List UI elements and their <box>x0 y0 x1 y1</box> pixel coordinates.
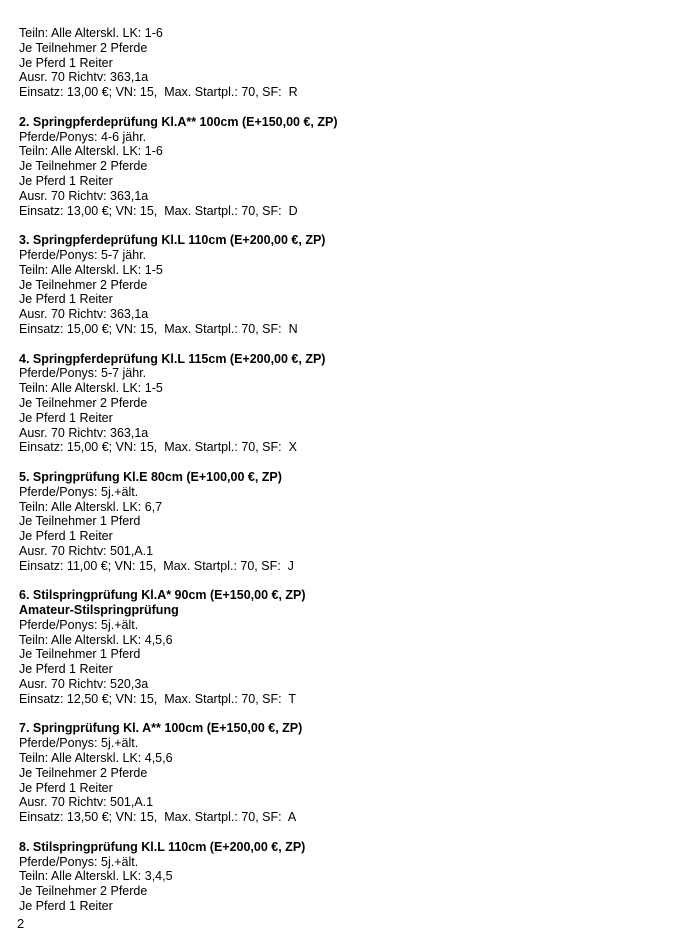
competition-detail-line: Teiln: Alle Alterskl. LK: 1-5 <box>19 381 163 396</box>
competition-detail-line: Teiln: Alle Alterskl. LK: 3,4,5 <box>19 869 173 884</box>
competition-title: 4. Springpferdeprüfung Kl.L 115cm (E+200,00 €, ZP) <box>19 351 326 366</box>
competition-detail-line: Einsatz: 12,50 €; VN: 15, Max. Startpl.: 70, SF: T <box>19 691 296 706</box>
competition-detail-line: Je Pferd 1 Reiter <box>19 662 113 677</box>
competition-detail-line: Je Teilnehmer 1 Pferd <box>19 647 141 662</box>
competition-detail-line: Teiln: Alle Alterskl. LK: 4,5,6 <box>19 751 173 766</box>
competition-detail-line: Ausr. 70 Richtv: 363,1a <box>19 307 149 322</box>
competition-detail-line: Je Teilnehmer 1 Pferd <box>19 514 141 529</box>
competition-detail-line: Je Pferd 1 Reiter <box>19 173 113 188</box>
competition-detail-line: Je Teilnehmer 2 Pferde <box>19 395 148 410</box>
competition-detail-line: Ausr. 70 Richtv: 501,A.1 <box>19 795 154 810</box>
competition-detail-line: Pferde/Ponys: 4-6 jähr. <box>19 129 147 144</box>
competition-detail-line: Je Pferd 1 Reiter <box>19 292 113 307</box>
competition-detail-line: Pferde/Ponys: 5j.+ält. <box>19 854 139 869</box>
competition-detail-line: Einsatz: 11,00 €; VN: 15, Max. Startpl.: 70, SF: J <box>19 558 294 573</box>
competition-detail-line: Pferde/Ponys: 5-7 jähr. <box>19 366 147 381</box>
competition-detail-line: Ausr. 70 Richtv: 501,A.1 <box>19 543 154 558</box>
competition-detail-line: Je Pferd 1 Reiter <box>19 529 113 544</box>
competition-detail-line: Einsatz: 15,00 €; VN: 15, Max. Startpl.: 70, SF: N <box>19 321 298 336</box>
competition-detail-line: Je Pferd 1 Reiter <box>19 780 113 795</box>
competition-block <box>19 115 669 219</box>
competition-detail-line: Je Teilnehmer 2 Pferde <box>19 277 148 292</box>
competition-detail-line: Pferde/Ponys: 5j.+ält. <box>19 736 139 751</box>
competition-detail-line: Pferde/Ponys: 5j.+ält. <box>19 484 139 499</box>
competition-block <box>19 352 669 456</box>
competition-detail-line: Teiln: Alle Alterskl. LK: 1-6 <box>19 26 163 40</box>
competition-block <box>19 470 669 574</box>
competition-detail-line: Einsatz: 13,00 €; VN: 15, Max. Startpl.: 70, SF: R <box>19 85 298 100</box>
competition-block <box>19 840 669 914</box>
competition-detail-line: Teiln: Alle Alterskl. LK: 6,7 <box>19 499 163 514</box>
competition-title: 3. Springpferdeprüfung Kl.L 110cm (E+200,00 €, ZP) <box>19 233 326 248</box>
competition-detail-line: Ausr. 70 Richtv: 363,1a <box>19 188 149 203</box>
competition-detail-line: Einsatz: 15,00 €; VN: 15, Max. Startpl.: 70, SF: X <box>19 440 297 455</box>
competition-detail-line: Ausr. 70 Richtv: 363,1a <box>19 425 149 440</box>
competition-detail-line: Ausr. 70 Richtv: 363,1a <box>19 70 149 85</box>
competition-detail-line: Einsatz: 13,00 €; VN: 15, Max. Startpl.: 70, SF: D <box>19 203 298 218</box>
competition-detail-line: Je Pferd 1 Reiter <box>19 410 113 425</box>
competition-detail-line: Teiln: Alle Alterskl. LK: 1-6 <box>19 144 163 159</box>
competition-subtitle: Amateur-Stilspringprüfung <box>19 603 179 618</box>
competition-detail-line: Einsatz: 13,50 €; VN: 15, Max. Startpl.: 70, SF: A <box>19 810 297 825</box>
competition-title: 2. Springpferdeprüfung Kl.A** 100cm (E+150,00 €, ZP) <box>19 114 338 129</box>
competition-detail-line: Ausr. 70 Richtv: 520,3a <box>19 677 149 692</box>
competition-title: 7. Springprüfung Kl. A** 100cm (E+150,00 €, ZP) <box>19 721 303 736</box>
document-page <box>19 26 669 929</box>
competition-detail-line: Teiln: Alle Alterskl. LK: 1-5 <box>19 262 163 277</box>
competition-detail-line: Pferde/Ponys: 5j.+ält. <box>19 617 139 632</box>
competition-title: 8. Stilspringprüfung Kl.L 110cm (E+200,00 €, ZP) <box>19 839 306 854</box>
competition-block <box>19 721 669 825</box>
competition-block <box>19 26 669 100</box>
page-number: 2 <box>17 916 25 931</box>
competition-detail-line: Je Teilnehmer 2 Pferde <box>19 884 148 899</box>
competition-block <box>19 588 669 706</box>
competition-detail-line: Pferde/Ponys: 5-7 jähr. <box>19 247 147 262</box>
competition-detail-line: Je Teilnehmer 2 Pferde <box>19 40 148 55</box>
competition-block <box>19 233 669 337</box>
competition-title: 5. Springprüfung Kl.E 80cm (E+100,00 €, ZP) <box>19 469 282 484</box>
competition-detail-line: Je Pferd 1 Reiter <box>19 899 113 914</box>
competition-detail-line: Je Teilnehmer 2 Pferde <box>19 159 148 174</box>
competition-detail-line: Je Teilnehmer 2 Pferde <box>19 765 148 780</box>
competition-detail-line: Teiln: Alle Alterskl. LK: 4,5,6 <box>19 632 173 647</box>
competition-title: 6. Stilspringprüfung Kl.A* 90cm (E+150,00 €, ZP) <box>19 588 306 603</box>
competition-detail-line: Je Pferd 1 Reiter <box>19 55 113 70</box>
